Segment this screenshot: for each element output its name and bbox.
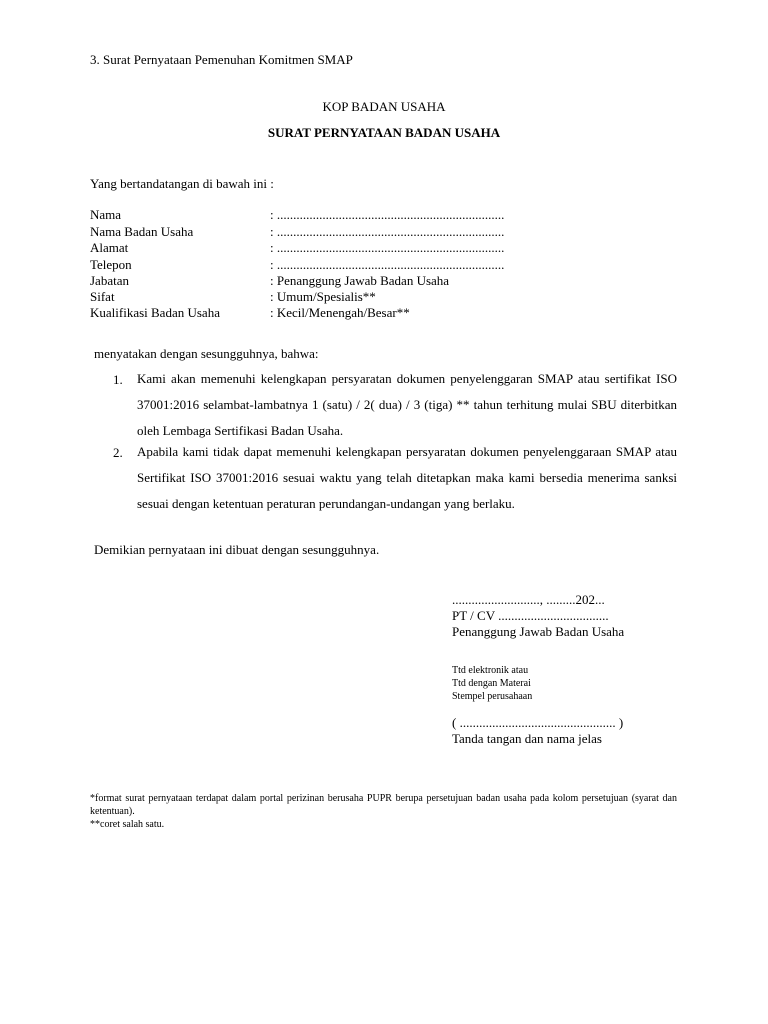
field-label-nama: Nama	[90, 207, 122, 222]
place-date-line: ..........................., .........202...	[452, 592, 605, 607]
signature-caption: Tanda tangan dan nama jelas	[452, 731, 602, 746]
document-title: SURAT PERNYATAAN BADAN USAHA	[267, 125, 501, 140]
field-value-nama: : ......................................................................	[270, 207, 505, 222]
list-item-text: Kami akan memenuhi kelengkapan persyaratan dokumen penyelenggaran SMAP atau sertifikat ISO 37001:2016 selambat-lambatnya 1 (satu) / 2( dua) / 3 (tiga) ** tahun terhitung mulai SBU diterbitkan oleh Lembaga Sertifikasi Badan Usaha.	[137, 371, 677, 438]
signature-name-line: ( ................................................ )	[452, 715, 624, 730]
footnote: *format surat pernyataan terdapat dalam portal perizinan berusaha PUPR berupa persetujuan badan usaha pada kolom persetujuan (syarat dan ketentuan).	[90, 793, 677, 817]
intro-text: Yang bertandatangan di bawah ini :	[90, 176, 274, 191]
field-value-telepon: : ......................................................................	[270, 257, 505, 272]
field-label-nama-badan-usaha: Nama Badan Usaha	[90, 224, 194, 239]
field-value-alamat: : ......................................................................	[270, 240, 505, 255]
field-label-sifat: Sifat	[90, 289, 115, 304]
field-label-jabatan: Jabatan	[90, 273, 129, 288]
signature-note: Ttd elektronik atau	[452, 665, 529, 676]
letterhead-placeholder: KOP BADAN USAHA	[322, 99, 446, 114]
list-item-number: 1.	[113, 372, 123, 387]
footnote: **coret salah satu.	[90, 819, 165, 830]
signature-note: Ttd dengan Materai	[452, 678, 531, 689]
field-value-kualifikasi: : Kecil/Menengah/Besar**	[270, 305, 410, 320]
field-value-jabatan: : Penanggung Jawab Badan Usaha	[270, 273, 450, 288]
field-value-sifat: : Umum/Spesialis**	[270, 289, 376, 304]
field-label-kualifikasi: Kualifikasi Badan Usaha	[90, 305, 220, 320]
section-heading: 3. Surat Pernyataan Pemenuhan Komitmen SMAP	[90, 52, 353, 67]
company-line: PT / CV ..................................	[452, 608, 609, 623]
role-line: Penanggung Jawab Badan Usaha	[452, 624, 625, 639]
list-item-text: Apabila kami tidak dapat memenuhi kelengkapan persyaratan dokumen penyelenggaraan SMAP atau Sertifikat ISO 37001:2016 sesuai waktu yang telah ditetapkan maka kami bersedia menerima sanksi sesuai dengan ketentuan peraturan perundangan-undangan yang berlaku.	[137, 444, 677, 511]
field-value-nama-badan-usaha: : ......................................................................	[270, 224, 505, 239]
signature-note: Stempel perusahaan	[452, 691, 533, 702]
field-label-telepon: Telepon	[90, 257, 132, 272]
field-label-alamat: Alamat	[90, 240, 129, 255]
closing-text: Demikian pernyataan ini dibuat dengan sesungguhnya.	[94, 542, 380, 557]
list-item-number: 2.	[113, 445, 123, 460]
statement-intro: menyatakan dengan sesungguhnya, bahwa:	[94, 346, 319, 361]
